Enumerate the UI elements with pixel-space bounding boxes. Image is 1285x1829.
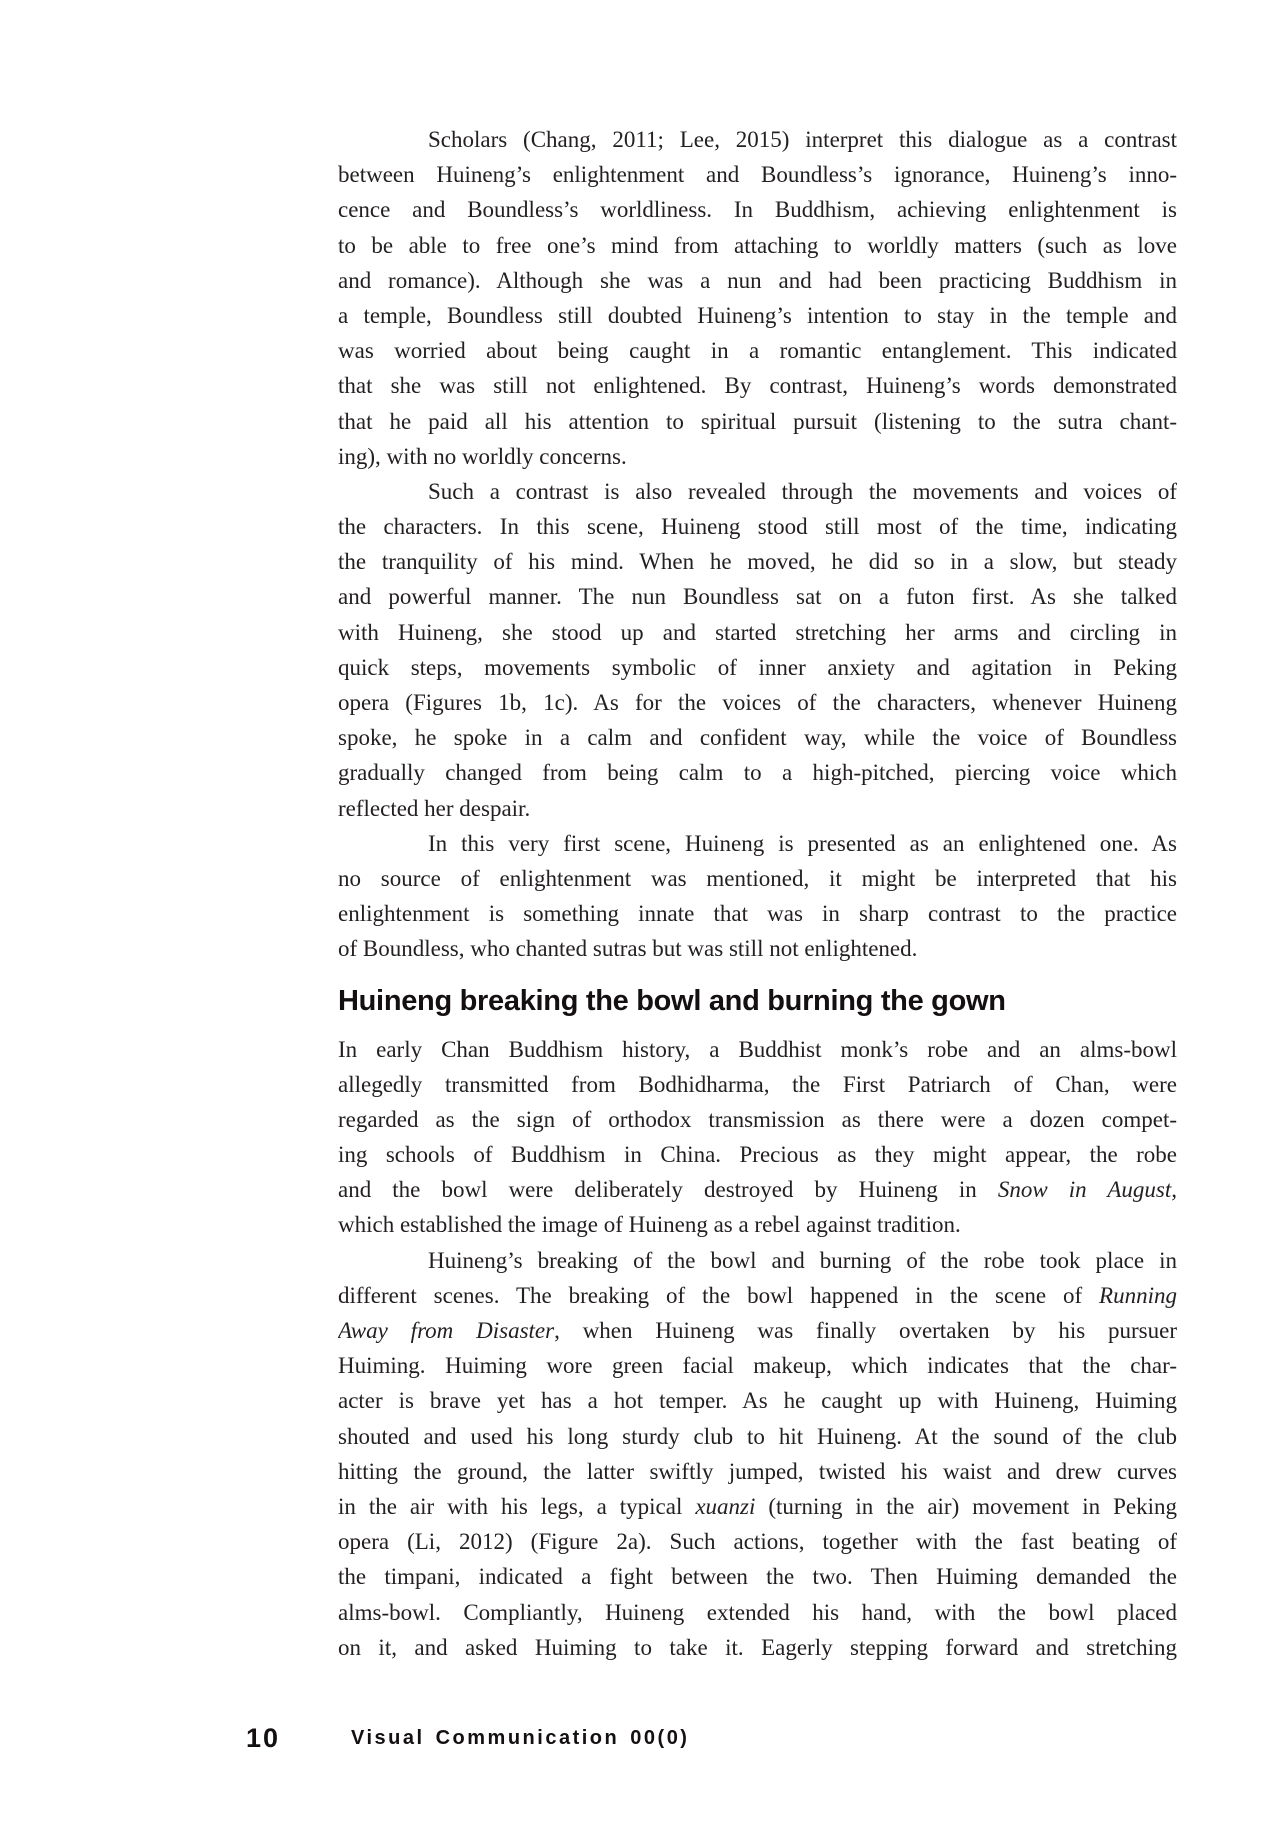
- text-run: that she was still not enlightened. By contrast, Huineng’s words demonstrated: [338, 373, 1177, 399]
- text-run: of Boundless, who chanted sutras but was still not enlightened.: [338, 936, 918, 962]
- text-run: In early Chan Buddhism history, a Buddhist monk’s robe and an alms-bowl: [338, 1036, 1177, 1062]
- journal-running-head: Visual Communication 00(0): [351, 1727, 690, 1749]
- text-line: [338, 509, 1177, 544]
- paragraph: [338, 826, 1177, 967]
- text-line: [338, 1172, 1177, 1207]
- text-line: [338, 1595, 1177, 1630]
- text-run: on it, and asked Huiming to take it. Eagerly stepping forward and stretching: [338, 1634, 1177, 1660]
- text-line: [338, 544, 1177, 579]
- italic-text: Snow in August,: [997, 1177, 1177, 1203]
- text-run: Scholars (Chang, 2011; Lee, 2015) interpret this dialogue as a contrast: [428, 127, 1177, 152]
- text-run: In this very first scene, Huineng is presented as an enlightened one. As: [428, 830, 1177, 856]
- text-run: shouted and used his long sturdy club to hit Huineng. At the sound of the club: [338, 1423, 1177, 1449]
- text-line: [338, 579, 1177, 614]
- text-run: with Huineng, she stood up and started stretching her arms and circling in: [338, 619, 1177, 645]
- text-line: [338, 404, 1177, 439]
- text-run: Huiming. Huiming wore green facial makeup, which indicates that the char-: [338, 1353, 1177, 1379]
- text-run: in the air with his legs, a typical: [338, 1493, 696, 1519]
- text-run: acter is brave yet has a hot temper. As he caught up with Huineng, Huiming: [338, 1388, 1177, 1414]
- text-line: [338, 1524, 1177, 1559]
- text-run: between Huineng’s enlightenment and Boundless’s ignorance, Huineng’s inno-: [338, 162, 1177, 188]
- text-run: enlightenment is something innate that was in sharp contrast to the practice: [338, 901, 1177, 927]
- text-run: and the bowl were deliberately destroyed by Huineng in: [338, 1177, 998, 1203]
- text-line: [338, 333, 1177, 368]
- text-run: and romance). Although she was a nun and had been practicing Buddhism in: [338, 267, 1177, 293]
- text-run: the timpani, indicated a fight between the two. Then Huiming demanded the: [338, 1564, 1177, 1590]
- text-run: alms-bowl. Compliantly, Huineng extended his hand, with the bowl placed: [338, 1599, 1177, 1625]
- text-run: and powerful manner. The nun Boundless sat on a futon first. As she talked: [338, 584, 1177, 610]
- text-line: [338, 1137, 1177, 1172]
- text-line: [338, 1102, 1177, 1137]
- text-line: [338, 615, 1177, 650]
- text-line: [338, 1559, 1177, 1594]
- text-run: which established the image of Huineng as a rebel against tradition.: [338, 1212, 961, 1238]
- text-line: [338, 298, 1177, 333]
- text-run: cence and Boundless’s worldliness. In Buddhism, achieving enlightenment is: [338, 197, 1177, 223]
- paragraph: [338, 1032, 1177, 1243]
- text-run: no source of enlightenment was mentioned, it might be interpreted that his: [338, 865, 1177, 891]
- text-line: [338, 826, 1177, 861]
- text-run: the tranquility of his mind. When he moved, he did so in a slow, but steady: [338, 549, 1177, 575]
- text-run: hitting the ground, the latter swiftly jumped, twisted his waist and drew curves: [338, 1458, 1177, 1484]
- text-run: Such a contrast is also revealed through the movements and voices of: [428, 478, 1177, 504]
- text-run: regarded as the sign of orthodox transmission as there were a dozen compet-: [338, 1106, 1177, 1132]
- text-run: spoke, he spoke in a calm and confident way, while the voice of Boundless: [338, 725, 1177, 751]
- article-text: [338, 122, 1177, 1665]
- text-line: [338, 122, 1177, 157]
- text-line: [338, 755, 1177, 790]
- text-run: reflected her despair.: [338, 795, 531, 821]
- text-line: [338, 1032, 1177, 1067]
- text-run: quick steps, movements symbolic of inner anxiety and agitation in Peking: [338, 654, 1177, 680]
- text-run: opera (Li, 2012) (Figure 2a). Such actions, together with the fast beating of: [338, 1529, 1177, 1555]
- text-line: [338, 263, 1177, 298]
- text-run: ing schools of Buddhism in China. Precious as they might appear, the robe: [338, 1142, 1177, 1168]
- section-breaking-bowl: [338, 1032, 1177, 1665]
- text-line: [338, 791, 1177, 826]
- text-line: [338, 931, 1177, 966]
- text-line: [338, 1348, 1177, 1383]
- text-run: opera (Figures 1b, 1c). As for the voices of the characters, whenever Huineng: [338, 690, 1177, 715]
- text-run: different scenes. The breaking of the bowl happened in the scene of: [338, 1282, 1100, 1308]
- paragraph: [338, 1243, 1177, 1665]
- text-line: [338, 1454, 1177, 1489]
- text-run: ing), with no worldly concerns.: [338, 443, 627, 469]
- text-line: [338, 1419, 1177, 1454]
- text-line: [338, 1630, 1177, 1665]
- text-line: [338, 474, 1177, 509]
- text-line: [338, 368, 1177, 403]
- section-heading: Huineng breaking the bowl and burning the gown: [338, 984, 1006, 1017]
- text-line: [338, 439, 1177, 474]
- text-run: allegedly transmitted from Bodhidharma, the First Patriarch of Chan, were: [338, 1071, 1177, 1097]
- italic-text: Away from Disaster: [338, 1318, 555, 1343]
- text-line: [338, 1207, 1177, 1242]
- text-run: that he paid all his attention to spiritual pursuit (listening to the sutra chant-: [338, 408, 1177, 434]
- italic-text: Running: [1099, 1282, 1177, 1308]
- text-line: [338, 1278, 1177, 1313]
- text-line: [338, 192, 1177, 227]
- paragraph: [338, 474, 1177, 826]
- text-line: [338, 861, 1177, 896]
- text-run: to be able to free one’s mind from attaching to worldly matters (such as love: [338, 232, 1177, 258]
- text-run: gradually changed from being calm to a high-pitched, piercing voice which: [338, 760, 1177, 786]
- italic-text: xuanzi: [695, 1493, 756, 1519]
- page-number: 10: [246, 1723, 281, 1753]
- text-line: [338, 1313, 1177, 1348]
- text-run: a temple, Boundless still doubted Huineng’s intention to stay in the temple and: [338, 302, 1177, 328]
- section-scene-discussion: [338, 122, 1177, 967]
- text-line: [338, 896, 1177, 931]
- text-line: [338, 685, 1177, 720]
- text-run: , when Huineng was finally overtaken by his pursuer: [554, 1318, 1177, 1343]
- text-line: [338, 228, 1177, 263]
- text-line: [338, 650, 1177, 685]
- text-line: [338, 720, 1177, 755]
- text-run: Huineng’s breaking of the bowl and burning of the robe took place in: [428, 1247, 1177, 1273]
- text-line: [338, 1067, 1177, 1102]
- text-line: [338, 157, 1177, 192]
- paragraph: [338, 122, 1177, 474]
- text-line: [338, 1383, 1177, 1418]
- text-line: [338, 1243, 1177, 1278]
- text-line: [338, 1489, 1177, 1524]
- text-run: was worried about being caught in a romantic entanglement. This indicated: [338, 338, 1177, 364]
- text-run: the characters. In this scene, Huineng stood still most of the time, indicating: [338, 514, 1177, 540]
- text-run: (turning in the air) movement in Peking: [755, 1493, 1177, 1519]
